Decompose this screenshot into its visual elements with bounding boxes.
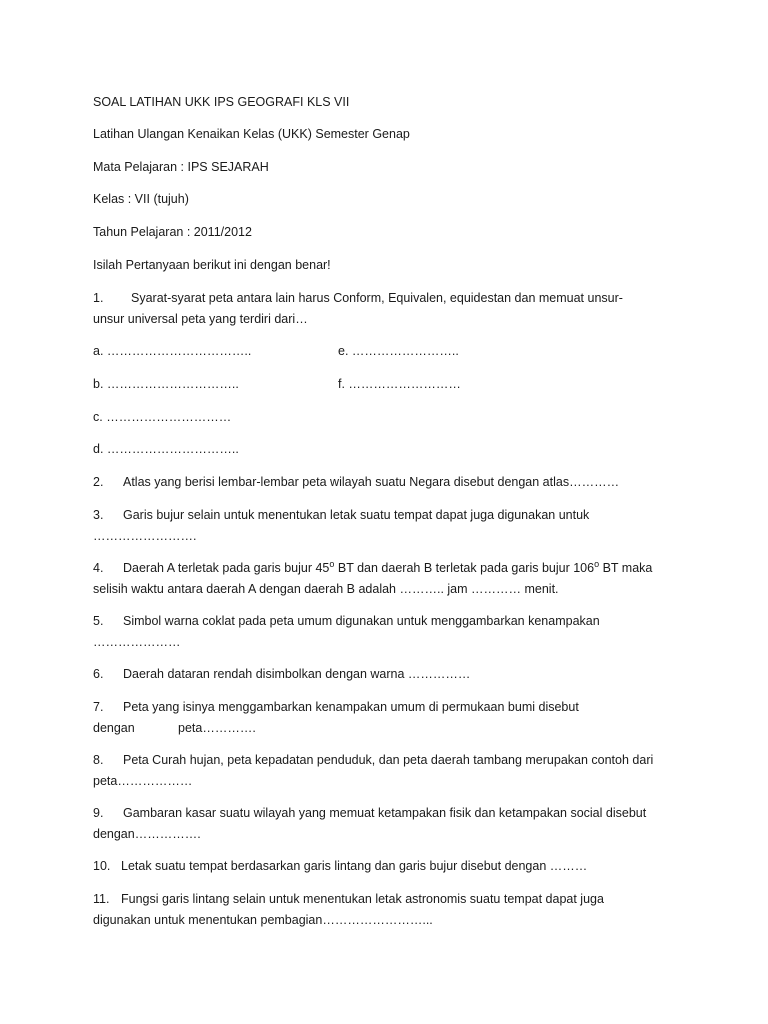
question-8 — [93, 752, 653, 768]
question-3 — [93, 507, 589, 523]
answer-b: b. ………………………….. — [93, 377, 239, 391]
answer-d: d. ………………………….. — [93, 442, 239, 456]
question-text: Fungsi garis lintang selain untuk menentukan letak astronomis suatu tempat dapat juga — [121, 892, 604, 906]
question-text-part: BT dan daerah B terletak pada garis bujur 106 — [334, 561, 595, 575]
question-2 — [93, 474, 619, 490]
question-text: Gambaran kasar suatu wilayah yang memuat ketampakan fisik dan ketampakan social disebut — [123, 806, 647, 820]
question-number: 9. — [93, 806, 104, 820]
question-number: 11. — [93, 892, 110, 906]
question-text-part: peta…………. — [178, 721, 256, 735]
question-10 — [93, 858, 587, 874]
question-1-cont: unsur universal peta yang terdiri dari… — [93, 312, 308, 326]
question-11-cont: digunakan untuk menentukan pembagian……………………... — [93, 913, 433, 927]
question-9-cont: dengan……………. — [93, 827, 201, 841]
question-number: 5. — [93, 614, 104, 628]
question-5 — [93, 613, 600, 629]
question-text: Atlas yang berisi lembar-lembar peta wilayah suatu Negara disebut dengan atlas………… — [123, 475, 620, 489]
question-text-part: Daerah A terletak pada garis bujur 45 — [123, 561, 330, 575]
doc-title: SOAL LATIHAN UKK IPS GEOGRAFI KLS VII — [93, 95, 350, 109]
question-4-cont: selisih waktu antara daerah A dengan daerah B adalah ……….. jam ………… menit. — [93, 582, 559, 596]
question-number: 10. — [93, 859, 111, 873]
question-5-cont: ………………… — [93, 635, 181, 649]
question-text: Peta yang isinya menggambarkan kenampakan umum di permukaan bumi disebut — [123, 700, 579, 714]
instruction-line: Isilah Pertanyaan berikut ini dengan benar! — [93, 258, 331, 272]
question-9 — [93, 805, 646, 821]
question-8-cont: peta……………… — [93, 774, 193, 788]
degree-mark: o — [594, 558, 600, 569]
question-4 — [93, 560, 652, 576]
question-3-cont: ……………………. — [93, 529, 197, 543]
question-7 — [93, 699, 579, 715]
answer-e: e. …………………….. — [338, 344, 459, 358]
question-text: Simbol warna coklat pada peta umum digunakan untuk menggambarkan kenampakan — [123, 614, 600, 628]
subject-line: Mata Pelajaran : IPS SEJARAH — [93, 160, 269, 174]
question-number: 6. — [93, 667, 104, 681]
question-1 — [93, 290, 623, 306]
question-7-cont — [93, 720, 256, 736]
question-6 — [93, 666, 470, 682]
question-text: Syarat-syarat peta antara lain harus Conform, Equivalen, equidestan dan memuat unsur- — [131, 291, 623, 305]
question-text: Letak suatu tempat berdasarkan garis lintang dan garis bujur disebut dengan ……… — [121, 859, 588, 873]
answer-c: c. ………………………… — [93, 410, 232, 424]
degree-mark: o — [329, 558, 335, 569]
question-number: 2. — [93, 475, 104, 489]
class-line: Kelas : VII (tujuh) — [93, 192, 189, 206]
question-text: Peta Curah hujan, peta kepadatan penduduk, dan peta daerah tambang merupakan contoh dari — [123, 753, 654, 767]
question-text: Garis bujur selain untuk menentukan letak suatu tempat dapat juga digunakan untuk — [123, 508, 590, 522]
question-text-part: BT maka — [599, 561, 653, 575]
question-text: Daerah dataran rendah disimbolkan dengan warna …………… — [123, 667, 471, 681]
year-line: Tahun Pelajaran : 2011/2012 — [93, 225, 252, 239]
question-number: 7. — [93, 700, 104, 714]
question-number: 8. — [93, 753, 104, 767]
question-number: 3. — [93, 508, 104, 522]
question-text-part: dengan — [93, 721, 135, 735]
answer-f: f. ……………………… — [338, 377, 461, 391]
question-11 — [93, 891, 604, 907]
answer-a: a. …………………………….. — [93, 344, 252, 358]
question-number: 1. — [93, 291, 104, 305]
question-number: 4. — [93, 561, 104, 575]
doc-subtitle: Latihan Ulangan Kenaikan Kelas (UKK) Semester Genap — [93, 127, 410, 141]
